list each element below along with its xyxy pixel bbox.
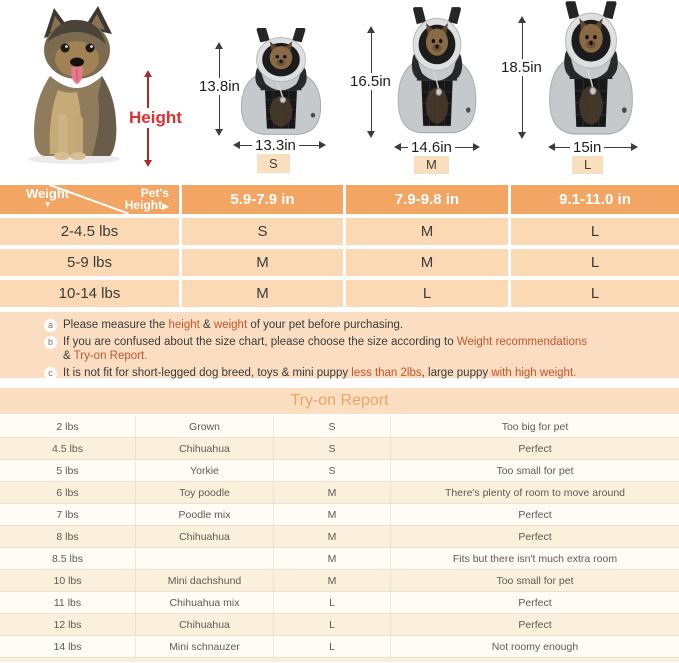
pack-m-size-chip: M <box>414 155 449 174</box>
recommended-size-cell: M <box>346 249 508 276</box>
weight-range-cell: 2-4.5 lbs <box>0 218 179 245</box>
tryon-report-row <box>0 636 679 658</box>
size-table-corner-cell <box>0 185 179 214</box>
size-table-row <box>0 280 679 307</box>
tryon-report-row <box>0 482 679 504</box>
tryon-breed-cell: Chihuahua <box>135 614 273 635</box>
tryon-weight-cell: 10 lbs <box>53 574 82 587</box>
dog-carrier-backpack-l <box>542 0 640 146</box>
tryon-breed-cell: Yorkie <box>135 460 273 481</box>
note-segment: & <box>199 319 214 331</box>
note-highlight: weight <box>213 319 248 331</box>
pack-l-size-chip: L <box>572 155 603 174</box>
tryon-breed-cell <box>135 548 273 569</box>
tryon-report-row <box>0 460 679 482</box>
tryon-comment-cell: Perfect <box>390 526 679 547</box>
height-column-header: 9.1-11.0 in <box>511 185 679 214</box>
tryon-breed-cell: Toy poodle <box>135 482 273 503</box>
tryon-breed-cell: Chihuahua <box>135 526 273 547</box>
note-highlight: Weight recommendations <box>456 335 587 348</box>
tryon-comment-cell: Too big for pet <box>390 416 679 437</box>
size-table-header-row <box>0 185 679 214</box>
tryon-breed-cell: Chihuahua mix <box>135 592 273 613</box>
tryon-weight-cell: 8 lbs <box>56 530 79 543</box>
note-line <box>44 318 679 333</box>
tryon-report-row <box>0 548 679 570</box>
size-table-row <box>0 218 679 245</box>
tryon-weight-cell: 4.5 lbs <box>52 442 83 455</box>
note-segment: It is not fit for short-legged dog breed, toys & mini puppy <box>63 366 352 379</box>
tryon-size-cell: S <box>273 438 390 459</box>
tryon-breed-cell: Poodle mix <box>135 504 273 525</box>
tryon-report-row <box>0 570 679 592</box>
tryon-size-cell: L <box>273 592 390 613</box>
tryon-weight-cell: 2 lbs <box>56 420 79 433</box>
height-label: Height <box>126 108 185 128</box>
pack-l-height-arrow <box>518 16 527 139</box>
size-table-body <box>0 218 679 307</box>
measurement-figures <box>0 0 679 182</box>
tryon-size-cell: S <box>273 460 390 481</box>
note-line <box>44 335 679 364</box>
tryon-report-title: Try-on Report <box>0 388 679 414</box>
recommended-size-cell: S <box>182 218 343 245</box>
tryon-report-row <box>0 438 679 460</box>
tryon-size-cell: L <box>273 614 390 635</box>
pack-m-width-value: 14.6in <box>408 139 455 156</box>
tryon-report-row <box>0 614 679 636</box>
note-segment: of your pet before purchasing. <box>247 319 404 331</box>
tryon-comment-cell: There's plenty of room to move around <box>390 482 679 503</box>
note-highlight: height <box>168 319 200 331</box>
down-arrow-icon: ▼ <box>43 200 52 209</box>
tryon-breed-cell: Mini dachshund <box>135 570 273 591</box>
tryon-report-row <box>0 526 679 548</box>
tryon-comment-cell: Too small for pet <box>390 570 679 591</box>
dog-carrier-backpack-s <box>234 27 328 144</box>
pack-s-height-value: 13.8in <box>196 78 243 95</box>
note-line <box>44 366 679 381</box>
tryon-weight-cell: 14 lbs <box>53 640 82 653</box>
note-segment: & <box>63 350 74 362</box>
note-text <box>63 335 587 364</box>
recommended-size-cell: L <box>346 280 508 307</box>
tryon-report-row <box>0 592 679 614</box>
note-segment: Please measure the <box>63 319 169 331</box>
recommended-size-cell: M <box>182 249 343 276</box>
tryon-size-cell: S <box>273 416 390 437</box>
pack-s-size-chip: S <box>257 154 290 173</box>
note-segment: If you are confused about the size chart, please choose the size according to <box>63 335 457 348</box>
tryon-breed-cell: Grown <box>135 416 273 437</box>
corner-weight-label: Weight ▼ <box>26 186 70 209</box>
yorkie-dog-photo <box>14 4 138 166</box>
corner-pets-height-label: Pet's Height▶ <box>124 186 169 212</box>
note-text <box>63 366 576 381</box>
note-highlight: with high weight. <box>491 366 577 379</box>
tryon-weight-cell: 11 lbs <box>53 596 82 609</box>
yorkie-dog-illustration <box>14 4 138 166</box>
note-highlight: Try-on Report. <box>73 350 148 362</box>
note-highlight: less than 2lbs <box>351 366 422 379</box>
weight-range-cell: 10-14 lbs <box>0 280 179 307</box>
tryon-comment-cell: Perfect <box>390 504 679 525</box>
pack-l-height-value: 18.5in <box>498 59 545 76</box>
weight-range-cell: 5-9 lbs <box>0 249 179 276</box>
recommended-size-cell: M <box>182 280 343 307</box>
note-bullet: a <box>44 319 57 332</box>
tryon-weight-cell: 7 lbs <box>56 508 79 521</box>
tryon-size-cell: M <box>273 548 390 569</box>
tryon-size-cell: M <box>273 570 390 591</box>
tryon-comment-cell: Perfect <box>390 592 679 613</box>
pack-l-width-value: 15in <box>570 139 604 156</box>
tryon-report-section <box>0 388 679 662</box>
tryon-weight-cell: 8.5 lbs <box>52 552 83 565</box>
recommended-size-cell: M <box>346 218 508 245</box>
right-arrow-icon: ▶ <box>162 201 169 211</box>
height-column-header: 5.9-7.9 in <box>182 185 343 214</box>
tryon-report-footer-strip <box>0 658 679 662</box>
dog-carrier-backpack-m <box>391 6 483 144</box>
recommended-size-cell: L <box>511 249 679 276</box>
note-text <box>63 318 403 333</box>
tryon-report-table <box>0 416 679 658</box>
purchase-notes <box>0 312 679 378</box>
tryon-size-cell: L <box>273 636 390 657</box>
recommended-size-cell: L <box>511 218 679 245</box>
tryon-size-cell: M <box>273 482 390 503</box>
height-column-header: 7.9-9.8 in <box>346 185 508 214</box>
tryon-comment-cell: Too small for pet <box>390 460 679 481</box>
note-bullet: b <box>44 336 57 349</box>
tryon-comment-cell: Fits but there isn't much extra room <box>390 548 679 569</box>
tryon-size-cell: M <box>273 504 390 525</box>
recommended-size-cell: L <box>511 280 679 307</box>
tryon-size-cell: M <box>273 526 390 547</box>
tryon-report-row <box>0 504 679 526</box>
tryon-weight-cell: 12 lbs <box>53 618 82 631</box>
pack-m-height-value: 16.5in <box>347 73 394 90</box>
tryon-report-row <box>0 416 679 438</box>
tryon-comment-cell: Perfect <box>390 614 679 635</box>
tryon-breed-cell: Mini schnauzer <box>135 636 273 657</box>
size-table-row <box>0 249 679 276</box>
tryon-comment-cell: Perfect <box>390 438 679 459</box>
tryon-comment-cell: Not roomy enough <box>390 636 679 657</box>
pack-s-width-value: 13.3in <box>252 137 299 154</box>
note-bullet: c <box>44 367 57 380</box>
tryon-weight-cell: 5 lbs <box>56 464 79 477</box>
tryon-breed-cell: Chihuahua <box>135 438 273 459</box>
size-recommendation-table <box>0 185 679 311</box>
note-segment: , large puppy <box>421 366 492 379</box>
tryon-weight-cell: 6 lbs <box>56 486 79 499</box>
